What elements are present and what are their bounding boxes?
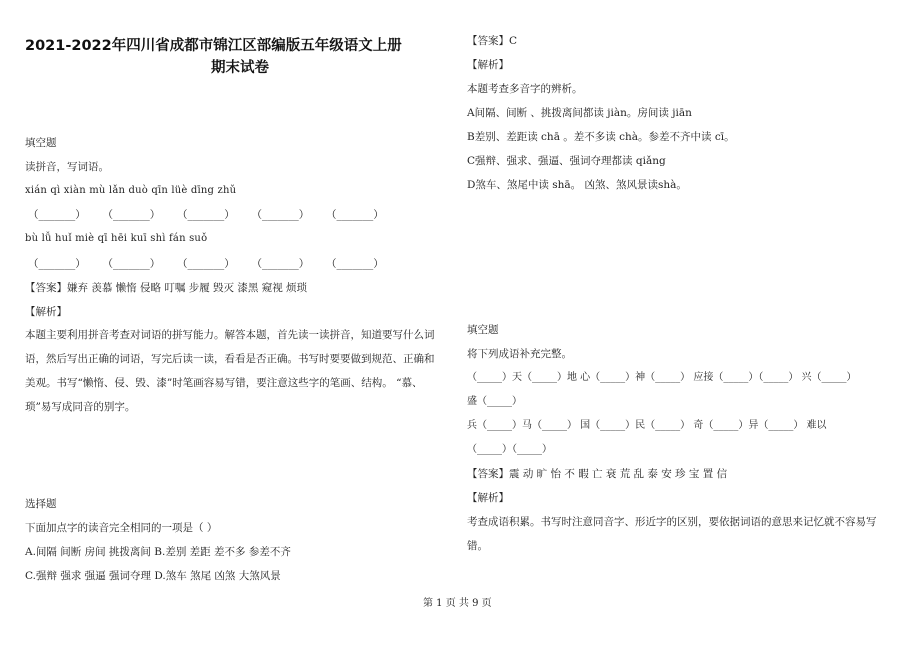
q3-row2: 盛（_____） <box>467 396 522 407</box>
blank: （_______） <box>256 258 310 270</box>
q1-pinyin-row2: bù lǚ huǐ miè qī hēi kuī shì fán suǒ <box>25 233 208 244</box>
q3-analysis-label: 【解析】 <box>467 492 509 504</box>
q3-row4: （_____）（_____） <box>467 444 552 455</box>
q1-blanks-row2 <box>28 257 406 271</box>
q3-type: 填空题 <box>467 324 499 336</box>
page-footer: 第 1 页 共 9 页 <box>423 598 492 609</box>
q1-answer: 【答案】嫌弃 羡慕 懒惰 侵略 叮嘱 步履 毁灭 漆黑 窥视 烦琐 <box>25 282 308 294</box>
q1-pinyin-row1: xián qì xiàn mù lǎn duò qīn lüè dīng zhǔ <box>25 185 237 196</box>
q1-type: 填空题 <box>25 137 57 149</box>
q2-options-ab: A.间隔 间断 房间 挑拨离间 B.差别 差距 差不多 参差不齐 <box>25 546 291 558</box>
q1-analysis-line3: 美观。书写“懒惰、侵、毁、漆”时笔画容易写错，要注意这些字的笔画、结构。 “慕、 <box>25 377 423 389</box>
q2-answer: 【答案】C <box>467 35 518 47</box>
q2-analysis-line5: D煞车、煞尾中读 shā。 凶煞、煞风景读shà。 <box>467 179 687 191</box>
q2-analysis-line1: 本题考查多音字的辨析。 <box>467 83 583 95</box>
q2-analysis-line4: C强辩、强求、强逼、强词夺理都读 qiǎng <box>467 155 666 167</box>
q3-row3: 兵（_____）马（_____） 国（_____）民（_____） 奇（_____）异（_____） 难以 <box>467 420 827 431</box>
q1-analysis-line4: 琐”易写成同音的别字。 <box>25 401 136 413</box>
blank: （_______） <box>182 209 235 221</box>
q2-analysis-label: 【解析】 <box>467 59 509 71</box>
blank: （_______） <box>107 209 161 221</box>
q1-analysis-label: 【解析】 <box>25 306 67 318</box>
q3-analysis-line2: 错。 <box>467 540 488 552</box>
q3-answer: 【答案】震 动 旷 怡 不 暇 亡 衰 荒 乱 泰 安 珍 宝 置 信 <box>467 468 728 480</box>
page-title-line2: 期末试卷 <box>211 60 269 76</box>
q3-row1: （_____）天（_____）地 心（_____）神（_____） 应接（_____）（_____） 兴（_____） <box>467 372 857 383</box>
q2-analysis-line3: B差别、差距读 chā 。差不多读 chà。参差不齐中读 cī。 <box>467 131 735 143</box>
page-title-line1: 2021-2022年四川省成都市锦江区部编版五年级语文上册 <box>25 38 402 54</box>
q2-question: 下面加点字的读音完全相同的一项是（ ） <box>25 522 218 534</box>
q3-instruction: 将下列成语补充完整。 <box>467 348 572 360</box>
q1-blanks-row1 <box>28 208 406 222</box>
blank: （_______） <box>28 209 86 221</box>
blank: （_______） <box>256 209 310 221</box>
blank: （_______） <box>107 258 161 270</box>
q2-analysis-line2: A间隔、间断 、挑拨离间都读 jiàn。房间读 jiān <box>467 107 692 119</box>
blank: （_______） <box>331 258 384 270</box>
blank: （_______） <box>182 258 235 270</box>
q1-analysis-line1: 本题主要利用拼音考查对词语的拼写能力。解答本题，首先读一读拼音，知道要写什么词 <box>25 329 435 341</box>
blank: （_______） <box>331 209 384 221</box>
q1-instruction: 读拼音，写词语。 <box>25 161 109 173</box>
q1-analysis-line2: 语，然后写出正确的词语，写完后读一读，看看是否正确。书写时要要做到规范、正确和 <box>25 353 435 365</box>
q3-analysis-line1: 考查成语积累。书写时注意同音字、形近字的区别，要依据词语的意思来记忆就不容易写 <box>467 516 877 528</box>
blank: （_______） <box>28 258 86 270</box>
q2-type: 选择题 <box>25 498 57 510</box>
q2-options-cd: C.强辩 强求 强逼 强词夺理 D.煞车 煞尾 凶煞 大煞风景 <box>25 570 281 582</box>
